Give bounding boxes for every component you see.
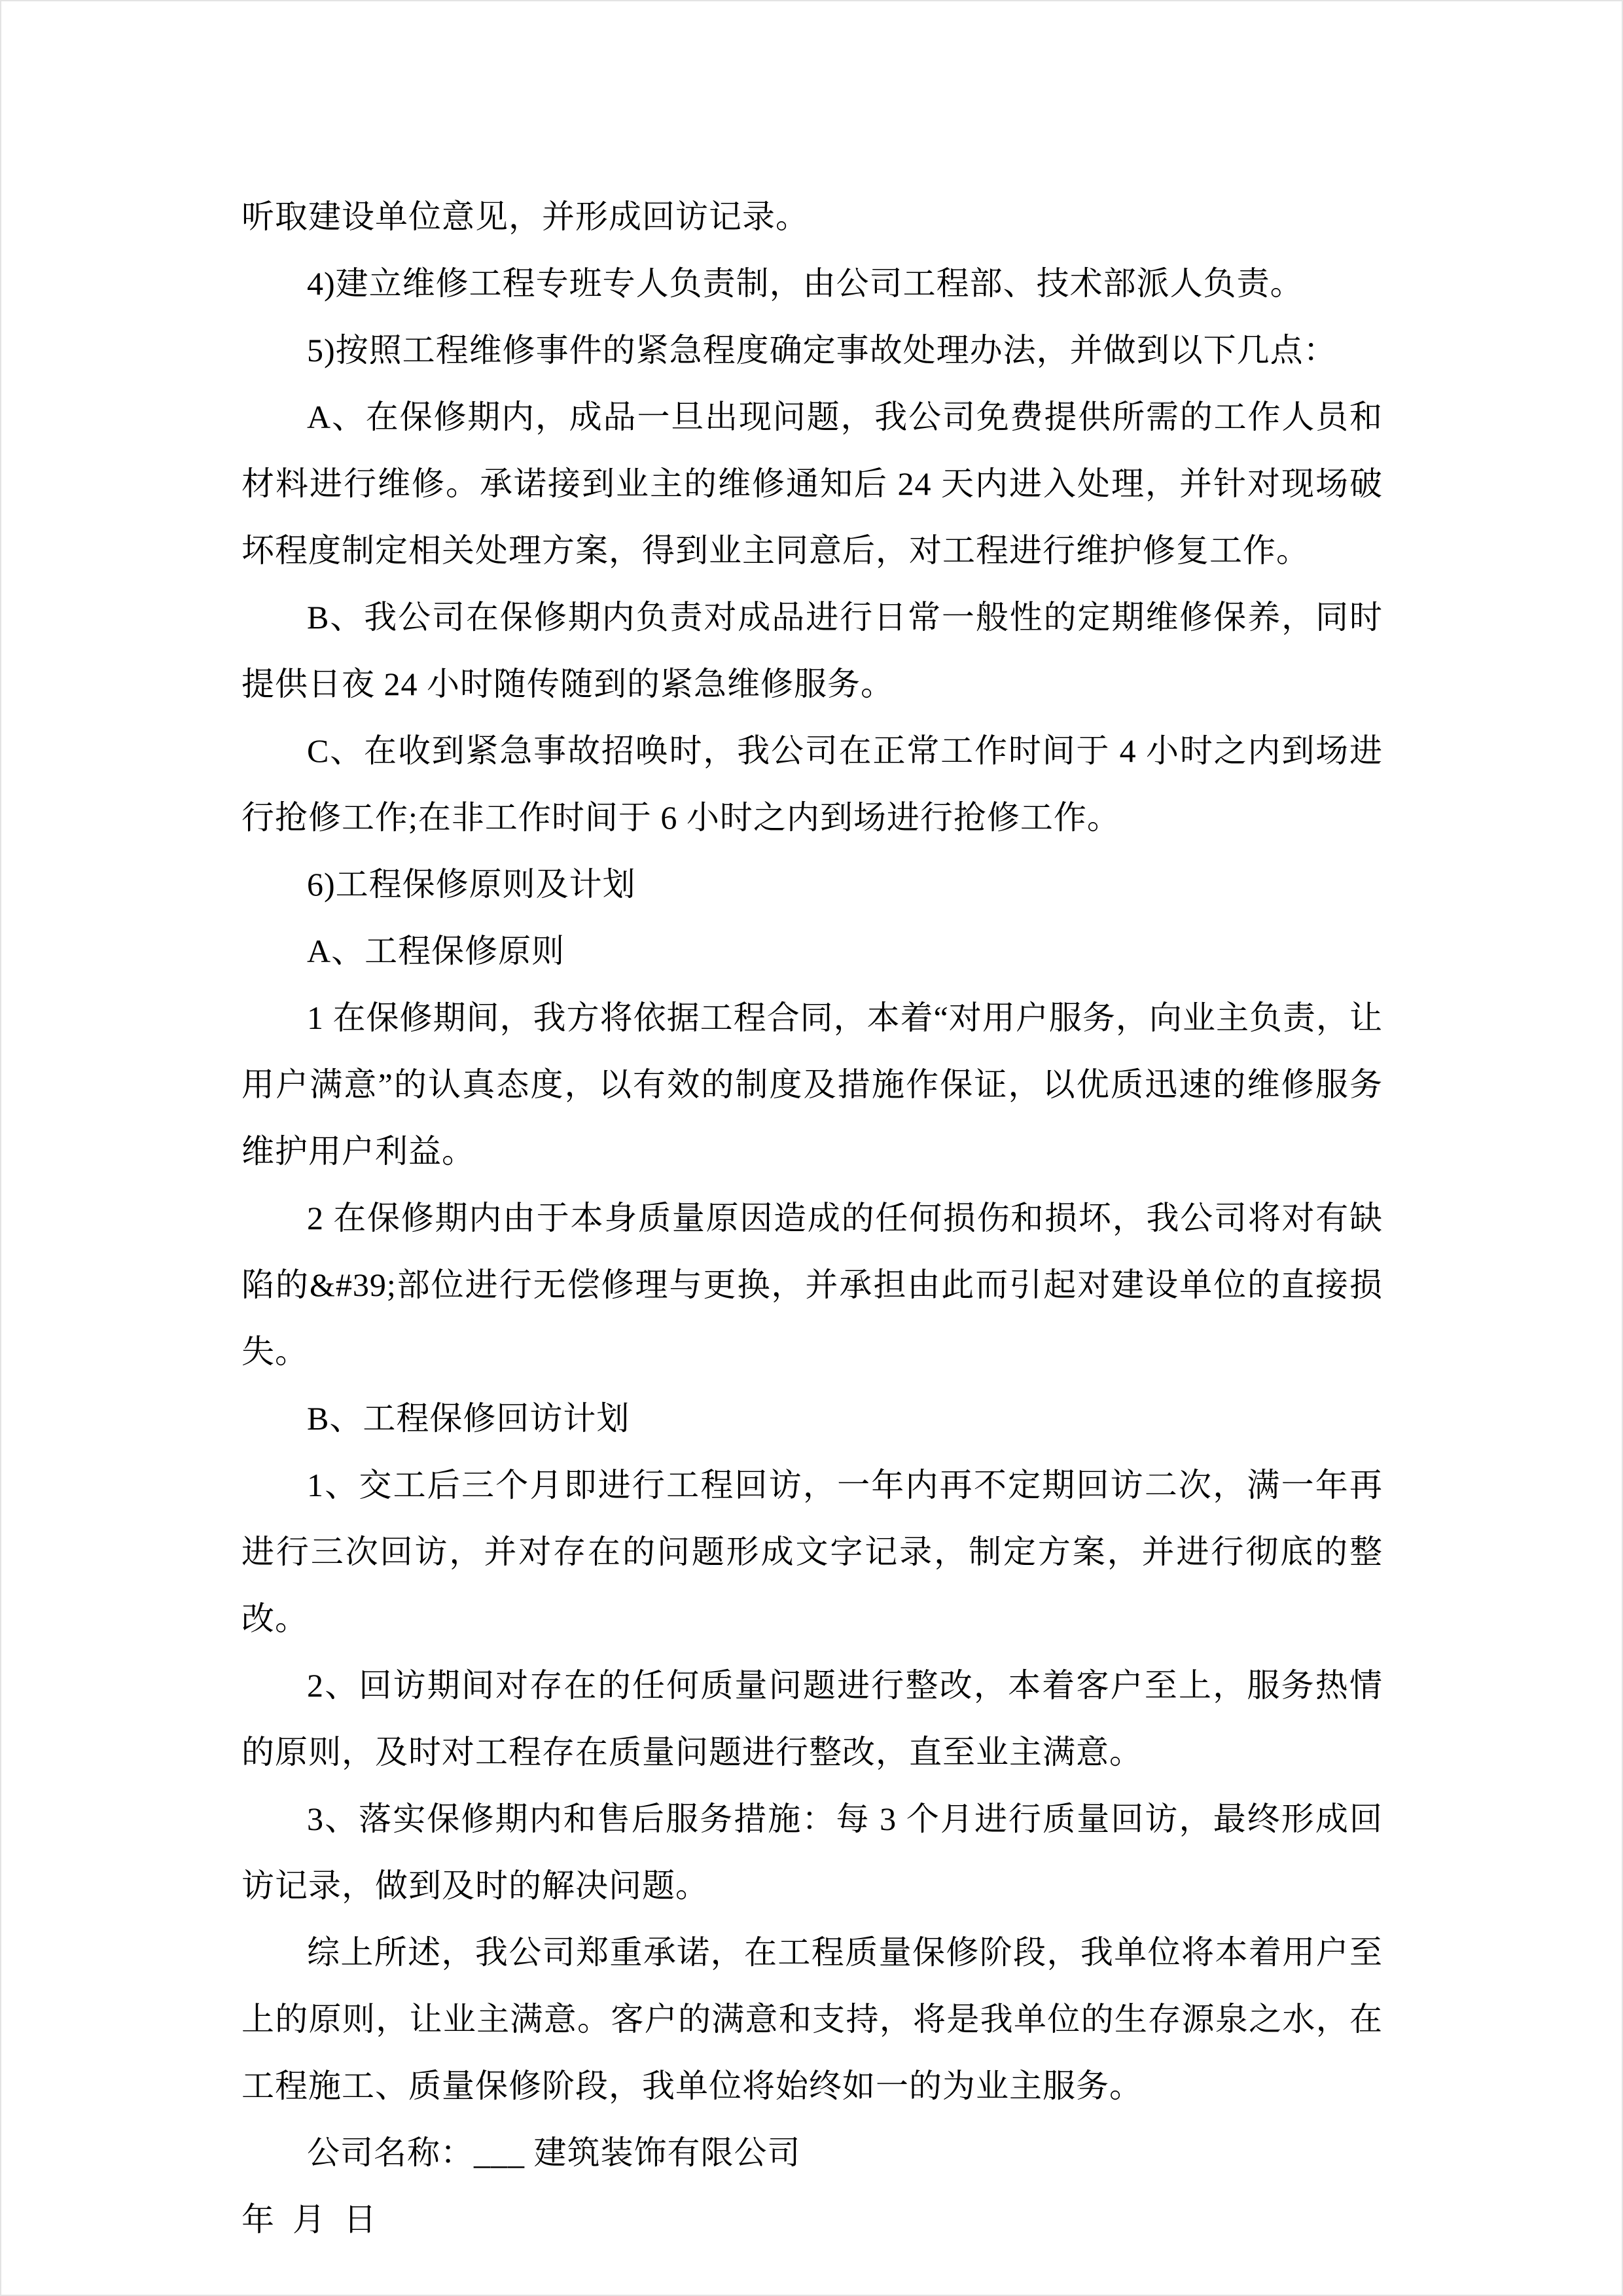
paragraph-item-6-a-heading: A、工程保修原则: [307, 933, 565, 969]
paragraph-item-6-b-3: 3、落实保修期内和售后服务措施：每 3 个月进行质量回访，最终形成回访记录，做到及时的解决问题。: [241, 1801, 1383, 1904]
paragraph-item-5-a: A、在保修期内，成品一旦出现问题，我公司免费提供所需的工作人员和材料进行维修。承诺接到业主的维修通知后 24 天内进入处理，并针对现场破坏程度制定相关处理方案，得到业主同意后，对工程进行维护修复工作。: [241, 399, 1383, 569]
document-body: [1, 1, 1622, 2253]
paragraph-continuation: 听取建设单位意见，并形成回访记录。: [241, 198, 809, 235]
paragraph-date-line: 年 月 日: [241, 2201, 377, 2238]
paragraph-summary: 综上所述，我公司郑重承诺，在工程质量保修阶段，我单位将本着用户至上的原则，让业主满意。客户的满意和支持，将是我单位的生存源泉之水，在工程施工、质量保修阶段，我单位将始终如一的为业主服务。: [241, 1934, 1383, 2104]
paragraph-item-5-c: C、在收到紧急事故招唤时，我公司在正常工作时间于 4 小时之内到场进行抢修工作;在非工作时间于 6 小时之内到场进行抢修工作。: [241, 732, 1383, 836]
paragraph-item-6-b-heading: B、工程保修回访计划: [307, 1400, 630, 1437]
paragraph-item-6-a-2: 2 在保修期内由于本身质量原因造成的任何损伤和损坏，我公司将对有缺陷的&#39;部位进行无偿修理与更换，并承担由此而引起对建设单位的直接损失。: [241, 1200, 1383, 1370]
paragraph-item-4: 4)建立维修工程专班专人负责制，由公司工程部、技术部派人负责。: [307, 265, 1304, 302]
paragraph-item-6-b-2: 2、回访期间对存在的任何质量问题进行整改，本着客户至上，服务热情的原则，及时对工程存在质量问题进行整改，直至业主满意。: [241, 1667, 1383, 1770]
paragraph-item-5: 5)按照工程维修事件的紧急程度确定事故处理办法，并做到以下几点：: [307, 332, 1337, 368]
paragraph-company-name-line: 公司名称：___ 建筑装饰有限公司: [307, 2134, 801, 2171]
paragraph-item-6-b-1: 1、交工后三个月即进行工程回访，一年内再不定期回访二次，满一年再进行三次回访，并对存在的问题形成文字记录，制定方案，并进行彻底的整改。: [241, 1467, 1383, 1637]
paragraph-item-6-a-1: 1 在保修期间，我方将依据工程合同，本着“对用户服务，向业主负责，让用户满意”的认真态度，以有效的制度及措施作保证，以优质迅速的维修服务维护用户利益。: [241, 999, 1383, 1170]
paragraph-item-5-b: B、我公司在保修期内负责对成品进行日常一般性的定期维修保养，同时提供日夜 24 小时随传随到的紧急维修服务。: [241, 599, 1383, 702]
paragraph-item-6: 6)工程保修原则及计划: [307, 866, 636, 903]
